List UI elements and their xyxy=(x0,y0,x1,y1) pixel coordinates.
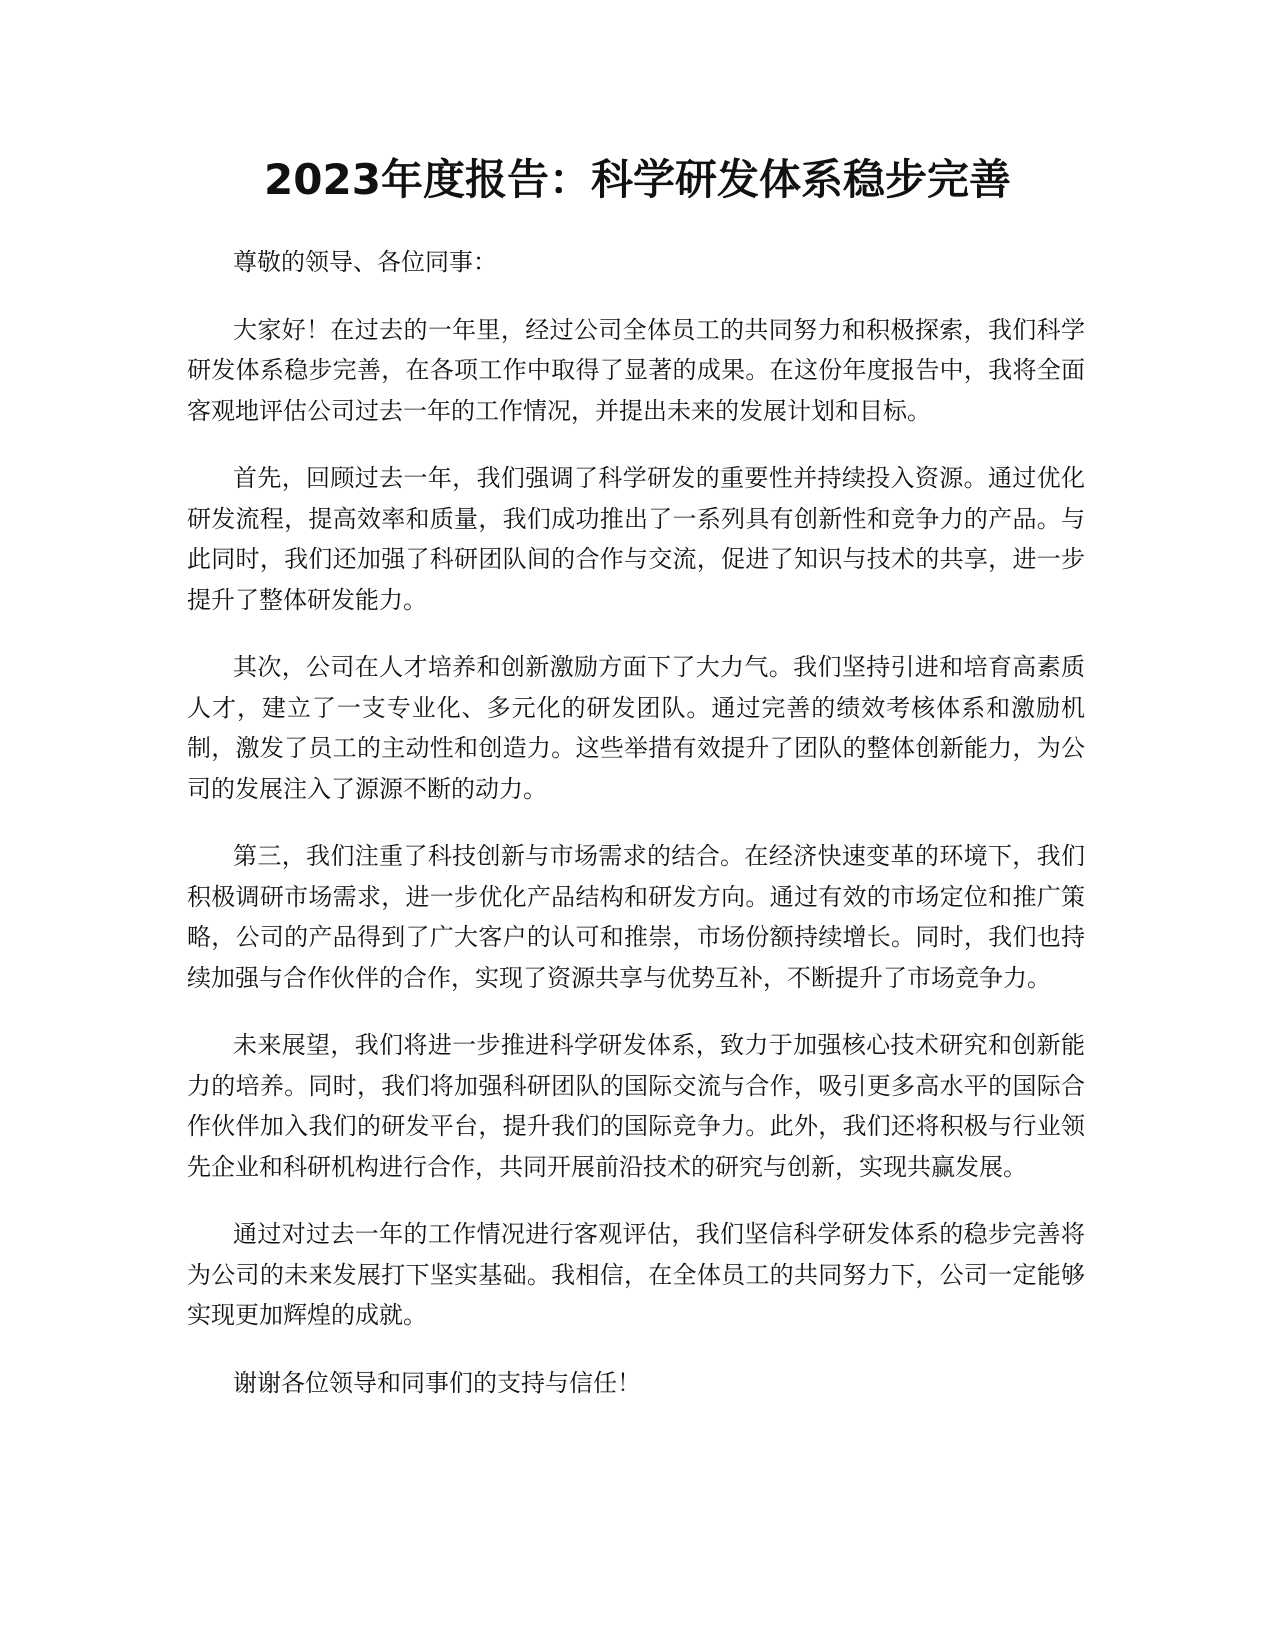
outlook-paragraph: 未来展望，我们将进一步推进科学研发体系，致力于加强核心技术研究和创新能力的培养。同时，我们将加强科研团队的国际交流与合作，吸引更多高水平的国际合作伙伴加入我们的研发平台，提升我们的国际竞争力。此外，我们还将积极与行业领先企业和科研机构进行合作，共同开展前沿技术的研究与创新，实现共赢发展。 xyxy=(187,1031,1085,1181)
market-paragraph: 第三，我们注重了科技创新与市场需求的结合。在经济快速变革的环境下，我们积极调研市场需求，进一步优化产品结构和研发方向。通过有效的市场定位和推广策略，公司的产品得到了广大客户的认可和推崇，市场份额持续增长。同时，我们也持续加强与合作伙伴的合作，实现了资源共享与优势互补，不断提升了市场竞争力。 xyxy=(187,842,1085,992)
talent-paragraph: 其次，公司在人才培养和创新激励方面下了大力气。我们坚持引进和培育高素质人才，建立了一支专业化、多元化的研发团队。通过完善的绩效考核体系和激励机制，激发了员工的主动性和创造力。这些举措有效提升了团队的整体创新能力，为公司的发展注入了源源不断的动力。 xyxy=(187,653,1085,803)
document-title: 2023年度报告：科学研发体系稳步完善 xyxy=(264,155,1011,204)
salutation-paragraph: 尊敬的领导、各位同事： xyxy=(233,248,497,276)
intro-paragraph: 大家好！在过去的一年里，经过公司全体员工的共同努力和积极探索，我们科学研发体系稳步完善，在各项工作中取得了显著的成果。在这份年度报告中，我将全面客观地评估公司过去一年的工作情况，并提出未来的发展计划和目标。 xyxy=(187,315,1085,425)
thanks-paragraph: 谢谢各位领导和同事们的支持与信任！ xyxy=(233,1368,641,1397)
document-body xyxy=(187,242,1085,1430)
rd-review-paragraph: 首先，回顾过去一年，我们强调了科学研发的重要性并持续投入资源。通过优化研发流程，提高效率和质量，我们成功推出了一系列具有创新性和竞争力的产品。与此同时，我们还加强了科研团队间的合作与交流，促进了知识与技术的共享，进一步提升了整体研发能力。 xyxy=(187,464,1085,614)
conclusion-paragraph: 通过对过去一年的工作情况进行客观评估，我们坚信科学研发体系的稳步完善将为公司的未来发展打下坚实基础。我相信，在全体员工的共同努力下，公司一定能够实现更加辉煌的成就。 xyxy=(187,1220,1085,1329)
